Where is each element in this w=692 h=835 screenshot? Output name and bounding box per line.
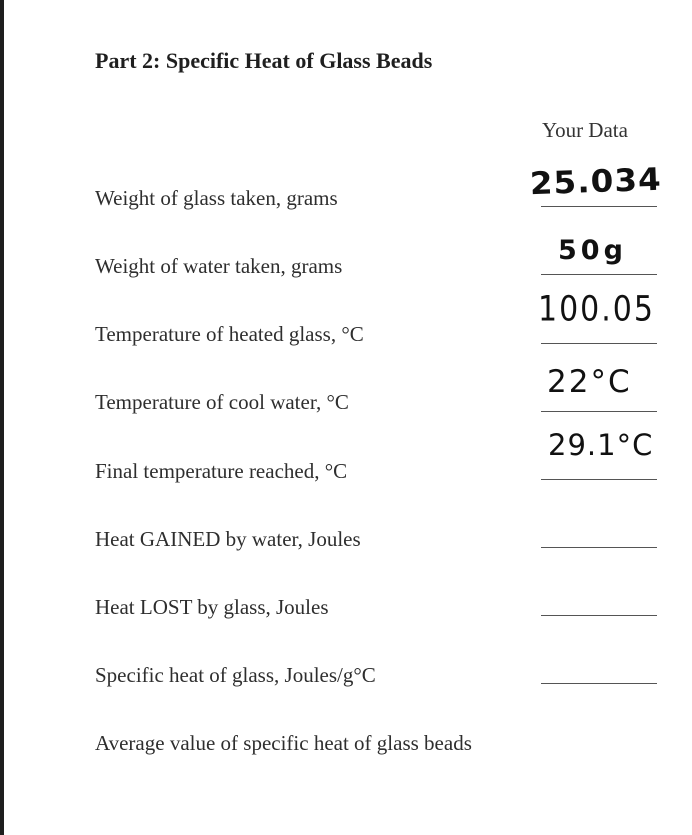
handwritten-final-temp: 29.1°C xyxy=(548,428,654,462)
answer-line-specific-heat xyxy=(541,683,657,684)
row-label-cool-water-temp: Temperature of cool water, °C xyxy=(95,390,349,414)
section-title: Part 2: Specific Heat of Glass Beads xyxy=(95,48,433,73)
answer-line-glass-weight xyxy=(541,206,657,207)
answer-line-water-weight xyxy=(541,274,657,275)
answer-line-heated-glass-temp xyxy=(541,343,657,344)
handwritten-glass-weight: 25.034 xyxy=(529,161,663,203)
page-left-edge xyxy=(0,0,4,835)
row-label-heat-gained: Heat GAINED by water, Joules xyxy=(95,527,361,551)
handwritten-water-weight: 50g xyxy=(558,235,627,266)
column-header-your-data: Your Data xyxy=(542,118,628,142)
answer-line-heat-lost xyxy=(541,615,657,616)
row-label-final-temp: Final temperature reached, °C xyxy=(95,459,348,483)
handwritten-heated-glass-temp: 100.05 xyxy=(538,289,655,330)
row-label-average-specific-heat: Average value of specific heat of glass beads xyxy=(95,731,472,755)
handwritten-cool-water-temp: 22°C xyxy=(547,364,632,400)
row-label-heated-glass-temp: Temperature of heated glass, °C xyxy=(95,322,364,346)
answer-line-cool-water-temp xyxy=(541,411,657,412)
row-label-water-weight: Weight of water taken, grams xyxy=(95,254,343,278)
answer-line-heat-gained xyxy=(541,547,657,548)
answer-line-final-temp xyxy=(541,479,657,480)
row-label-heat-lost: Heat LOST by glass, Joules xyxy=(95,595,329,619)
row-label-specific-heat: Specific heat of glass, Joules/g°C xyxy=(95,663,376,687)
row-label-glass-weight: Weight of glass taken, grams xyxy=(95,186,338,210)
